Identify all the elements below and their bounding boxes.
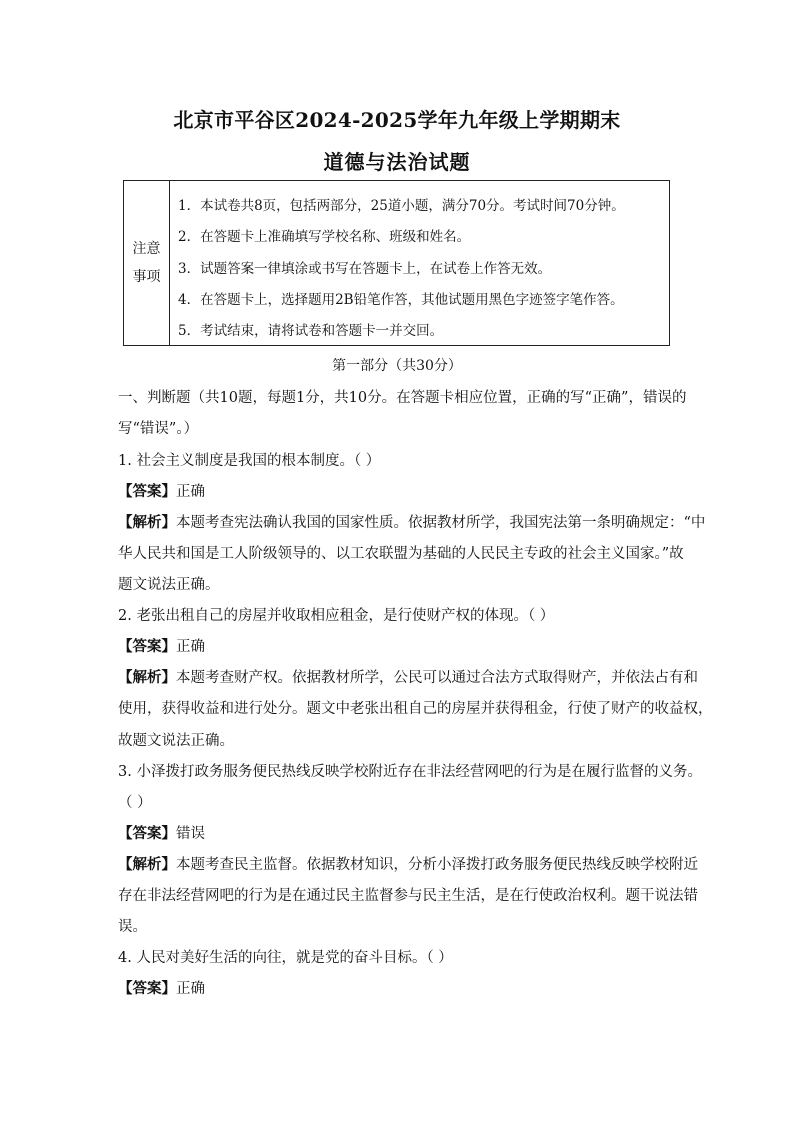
question-3: 3. 小泽拨打政务服务便民热线反映学校附近存在非法经营网吧的行为是在履行监督的义务。 — [118, 764, 702, 780]
answer-2 — [118, 635, 205, 656]
answer-tag: 【答案】 — [118, 980, 176, 997]
analysis-2-line3: 故题文说法正确。 — [118, 733, 234, 749]
analysis-tag: 【解析】 — [118, 856, 176, 873]
answer-value: 正确 — [176, 981, 205, 997]
analysis-text: 本题考查民主监督。依据教材知识，分析小泽拨打政务服务便民热线反映学校附近 — [176, 857, 698, 873]
notice-item: 1．本试卷共8页，包括两部分，25道小题，满分70分。考试时间70分钟。 — [178, 198, 625, 214]
answer-value: 错误 — [176, 826, 205, 842]
answer-4 — [118, 977, 205, 998]
notice-item: 2．在答题卡上准确填写学校名称、班级和姓名。 — [178, 229, 471, 245]
analysis-tag: 【解析】 — [118, 514, 176, 531]
question-2: 2. 老张出租自己的房屋并收取相应租金，是行使财产权的体现。（ ） — [118, 608, 555, 624]
analysis-3-line3: 误。 — [118, 919, 147, 935]
analysis-3 — [118, 853, 698, 874]
analysis-1-line3: 题文说法正确。 — [118, 577, 220, 593]
answer-3 — [118, 822, 205, 843]
question-1: 1. 社会主义制度是我国的根本制度。（ ） — [118, 453, 381, 469]
part-heading: 第一部分（共30分） — [332, 358, 462, 374]
answer-tag: 【答案】 — [118, 825, 176, 842]
page-subtitle: 道德与法治试题 — [323, 150, 471, 174]
analysis-tag: 【解析】 — [118, 669, 176, 686]
answer-value: 正确 — [176, 639, 205, 655]
notice-label-line2: 事项 — [132, 269, 161, 285]
notice-label — [124, 181, 170, 345]
analysis-1 — [118, 511, 705, 532]
notice-item: 3．试题答案一律填涂或书写在答题卡上，在试卷上作答无效。 — [178, 261, 552, 277]
analysis-1-line2: 华人民共和国是工人阶级领导的、以工农联盟为基础的人民民主专政的社会主义国家。”故 — [118, 546, 684, 562]
analysis-3-line2: 存在非法经营网吧的行为是在通过民主监督参与民主生活，是在行使政治权利。题干说法错 — [118, 888, 698, 904]
page-title: 北京市平谷区2024-2025学年九年级上学期期末 — [173, 108, 621, 132]
answer-value: 正确 — [176, 484, 205, 500]
answer-tag: 【答案】 — [118, 638, 176, 655]
notice-label-line1: 注意 — [132, 241, 161, 257]
section-instruction-cont: 写“错误”。） — [118, 421, 199, 437]
notice-item: 4．在答题卡上，选择题用2B铅笔作答，其他试题用黑色字迹签字笔作答。 — [178, 292, 624, 308]
analysis-2 — [118, 666, 698, 687]
section-instruction: 一、判断题（共10题，每题1分，共10分。在答题卡相应位置，正确的写“正确”，错误的 — [118, 390, 687, 406]
question-4: 4. 人民对美好生活的向往，就是党的奋斗目标。（ ） — [118, 950, 453, 966]
answer-1 — [118, 480, 205, 501]
answer-tag: 【答案】 — [118, 483, 176, 500]
notice-item: 5．考试结束，请将试卷和答题卡一并交回。 — [178, 323, 444, 339]
analysis-2-line2: 使用，获得收益和进行处分。题文中老张出租自己的房屋并获得租金，行使了财产的收益权， — [118, 701, 713, 717]
question-3-cont: （ ） — [118, 795, 152, 811]
analysis-text: 本题考查宪法确认我国的国家性质。依据教材所学，我国宪法第一条明确规定：“中 — [176, 515, 706, 531]
notice-box — [123, 180, 670, 346]
analysis-text: 本题考查财产权。依据教材所学，公民可以通过合法方式取得财产，并依法占有和 — [176, 670, 698, 686]
